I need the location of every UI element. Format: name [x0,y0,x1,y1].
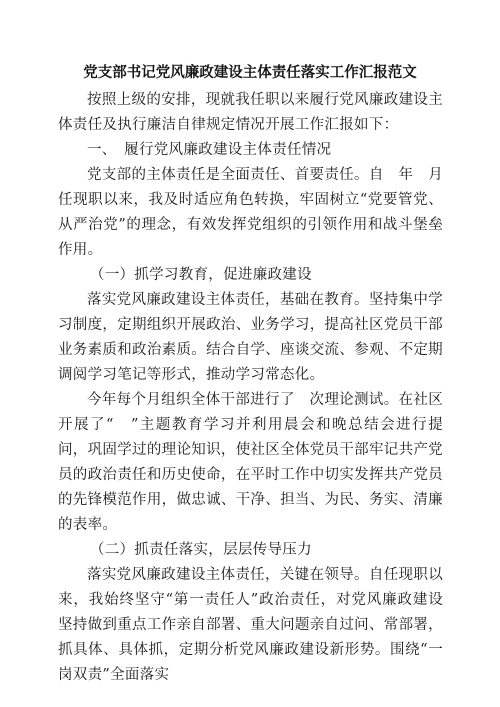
body-paragraph: 落实党风廉政建设主体责任，关键在领导。自任现职以来，我始终坚守“第一责任人”政治责任，对党风廉政建设坚持做到重点工作亲自部署、重大问题亲自过问、常部署，抓具体、具体抓，定期分析党风廉政建设新形势。围绕“一岗双责”全面落实 [58,567,443,683]
subsection-heading-1: （一）抓学习教育，促进廉政建设 [89,267,312,283]
body-paragraph: 落实党风廉政建设主体责任，基础在教育。坚持集中学习制度，定期组织开展政治、业务学习，提高社区党员干部业务素质和政治素质。结合自学、座谈交流、参观、不定期调阅学习笔记等形式，推动学习常态化。 [58,292,443,383]
subsection-heading-2: （二）抓责任落实，层层传导压力 [89,542,312,558]
section-heading-1: 一、 履行党风廉政建设主体责任情况 [87,142,332,158]
body-paragraph: 党支部的主体责任是全面责任、首要责任。自 年 月任现职以来，我及时适应角色转换，牢固树立“党要管党、从严治党”的理念，有效发挥党组织的引领作用和战斗堡垒作用。 [58,167,443,258]
body-paragraph: 今年每个月组织全体干部进行了 次理论测试。在社区开展了“ ”主题教育学习并利用晨会和晚总结会进行提问，巩固学过的理论知识，使社区全体党员干部牢记共产党员的政治责任和历史使命，在平时工作中切实发挥共产党员的先锋模范作用，做忠诚、干净、担当、为民、务实、清廉的表率。 [58,392,443,533]
document-title: 党支部书记党风廉政建设主体责任落实工作汇报范文 [83,65,417,81]
document-body [58,88,443,688]
intro-paragraph: 按照上级的安排，现就我任职以来履行党风廉政建设主体责任及执行廉洁自律规定情况开展工作汇报如下： [58,92,443,133]
